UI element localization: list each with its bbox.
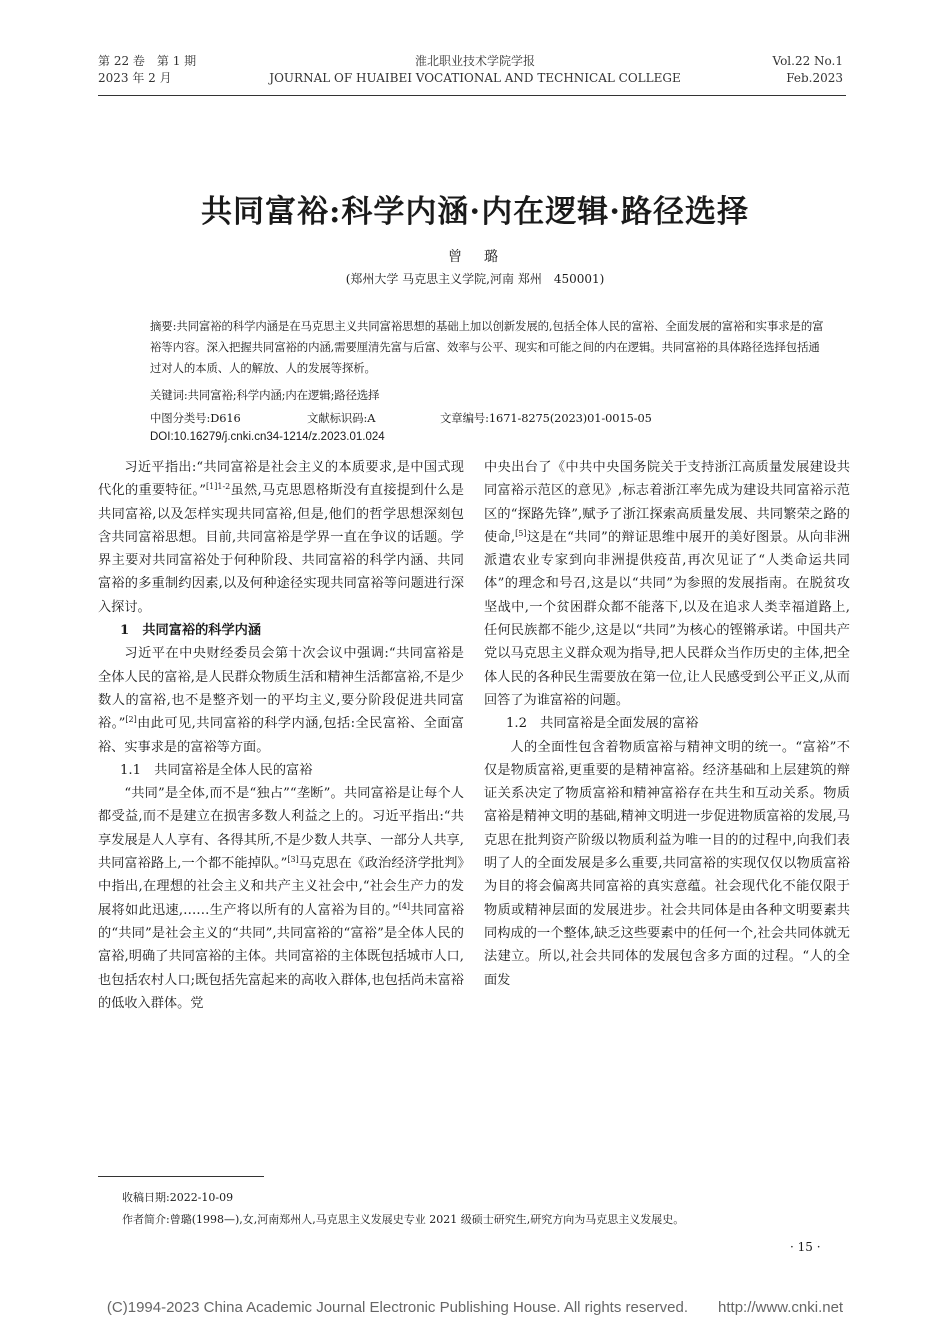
paragraph (484, 456, 850, 712)
header-date: 2023 年 2 月 (98, 71, 172, 85)
body-left-column (98, 456, 464, 1015)
abstract: 摘要:共同富裕的科学内涵是在马克思主义共同富裕思想的基础上加以创新发展的,包括全体人民的富裕、全面发展的富裕和实事求是的富裕等内容。深入把握共同富裕的内涵,需要厘清先富与后富、效率与公平、现实和可能之间的内在逻辑。共同富裕的具体路径选择包括通过对人的本质、人的解放、人的发展等探析。 (150, 319, 824, 375)
citation: [3] (287, 855, 299, 865)
paragraph-text: 习近平指出:“共同富裕是社会主义的本质要求,是中国式现代化的重要特征。” (98, 460, 464, 499)
subsection-heading: 1.2 共同富裕是全面发展的富裕 (506, 716, 699, 732)
article-title: 共同富裕:科学内涵·内在逻辑·路径选择 (200, 194, 750, 230)
footnote-received-date: 收稿日期:2022-10-09 (122, 1191, 234, 1204)
paragraph-text: “共同”是全体,而不是“独占”“垄断”。共同富裕是让每个人都受益,而不是建立在损害多数人利益之上的。习近平指出:“共享发展是人人享有、各得其所,不是少数人共享、一部分人共享,共同富裕路上,一个都不能掉队。” (98, 786, 464, 872)
paragraph-text: 由此可见,共同富裕的科学内涵,包括:全民富裕、全面富裕、实事求是的富裕等方面。 (98, 716, 464, 755)
paragraph: 人的全面性包含着物质富裕与精神文明的统一。“富裕”不仅是物质富裕,更重要的是精神富裕。经济基础和上层建筑的辩证关系决定了物质富裕和精神富裕存在共生和互动关系。物质富裕是精神文明的基础,精神文明进一步促进物质富裕的发展,马克思在批判资产阶级以物质利益为唯一目的的过程中,向我们表明了人的全面发展是多么重要,共同富裕的实现仅仅以物质富裕为目的将会偏离共同富裕的真实意蕴。社会现代化不能仅限于物质或精神层面的发展进步。社会共同体是由各种文明要素共同构成的一个整体,缺乏这些要素中的任何一个,社会共同体就无法建立。所以,社会共同体的发展包含多方面的过程。“人的全面发 (484, 739, 850, 988)
subsection-heading: 1.1 共同富裕是全体人民的富裕 (120, 762, 313, 778)
citation: [2] (125, 715, 137, 725)
paragraph-text: 虽然,马克思恩格斯没有直接提到什么是共同富裕,以及怎样实现共同富裕,但是,他们的哲学思想深刻包含共同富裕思想。目前,共同富裕是学界一直在争议的话题。学界主要对共同富裕处于何种阶段、共同富裕的科学内涵、共同富裕的多重制约因素,以及何种途径实现共同富裕等问题进行深入探讨。 (98, 483, 464, 615)
clc-number: 中图分类号:D616 (150, 411, 241, 425)
header-divider (98, 95, 846, 96)
body-right-column (484, 456, 850, 992)
header-journal (200, 53, 750, 87)
author-affiliation: (郑州大学 马克思主义学院,河南 郑州 450001) (345, 272, 605, 286)
section-heading: 1 共同富裕的科学内涵 (120, 623, 262, 639)
header-volume: 第 22 卷 第 1 期 (98, 54, 197, 68)
document-code: 文献标识码:A (307, 411, 376, 425)
citation: [4] (398, 901, 411, 911)
paragraph-text: 中央出台了《中共中央国务院关于支持浙江高质量发展建设共同富裕示范区的意见》,标志着浙江率先成为建设共同富裕示范区的“探路先锋”,赋予了浙江探索高质量发展、共同繁荣之路的使命, (484, 460, 850, 545)
keywords: 关键词:共同富裕;科学内涵;内在逻辑;路径选择 (150, 388, 380, 402)
journal-name-cn: 淮北职业技术学院学报 (414, 54, 535, 68)
header-vol-en (773, 53, 844, 87)
paragraph (98, 456, 464, 619)
article-author: 曾 璐 (448, 249, 502, 265)
paragraph-text: 共同富裕的“共同”是社会主义的“共同”,共同富裕的“富裕”是全体人民的富裕,明确了共同富裕的主体。共同富裕的主体既包括城市人口,也包括农村人口;既包括先富起来的高收入群体,也包括尚未富裕的低收入群体。党 (98, 902, 465, 1011)
paragraph-text: 这是在“共同”的辩证思维中展开的美好图景。从向非洲派遣农业专家到向非洲提供疫苗,再次见证了“人类命运共同体”的理念和号召,这是以“共同”为参照的发展指南。在脱贫攻坚战中,一个贫困群众都不能落下,以及在追求人类幸福道路上,任何民族都不能少,这是以“共同”为核心的铿锵承诺。中国共产党以马克思主义群众观为指导,把人民群众当作历史的主体,把全体人民的各种民生需要放在第一位,让人民感受到公平正义,从而回答了为谁富裕的问题。 (484, 529, 850, 708)
page-number: · 15 · (790, 1240, 821, 1254)
copyright-notice: (C)1994-2023 China Academic Journal Electronic Publishing House. All rights reserved. http://www.cnki.net (106, 1299, 844, 1316)
paragraph-text: 马克思在《政治经济学批判》中指出,在理想的社会主义和共产主义社会中,“社会生产力的发展将如此迅速,……生产将以所有的人富裕为目的。” (98, 856, 464, 918)
paragraph-text: 习近平在中央财经委员会第十次会议中强调:“共同富裕是全体人民的富裕,是人民群众物质生活和精神生活都富裕,不是少数人的富裕,也不是整齐划一的平均主义,要分阶段促进共同富裕。” (98, 646, 464, 732)
header-vol-no: Vol.22 No.1 (772, 54, 843, 68)
paragraph (98, 642, 464, 758)
citation: [5] (515, 528, 527, 538)
doi: DOI:10.16279/j.cnki.cn34-1214/z.2023.01.024 (150, 431, 385, 443)
journal-name-en: JOURNAL OF HUAIBEI VOCATIONAL AND TECHNICAL COLLEGE (269, 71, 681, 85)
article-number: 文章编号:1671-8275(2023)01-0015-05 (440, 411, 652, 425)
header-volume-issue (98, 53, 196, 87)
citation: [1]1-2 (206, 482, 231, 492)
footnote-divider (98, 1176, 264, 1177)
header-date-en: Feb.2023 (786, 71, 843, 85)
footnote-author-bio: 作者简介:曾璐(1998—),女,河南郑州人,马克思主义发展史专业 2021 级硕士研究生,研究方向为马克思主义发展史。 (122, 1213, 685, 1226)
paragraph (98, 782, 464, 1015)
